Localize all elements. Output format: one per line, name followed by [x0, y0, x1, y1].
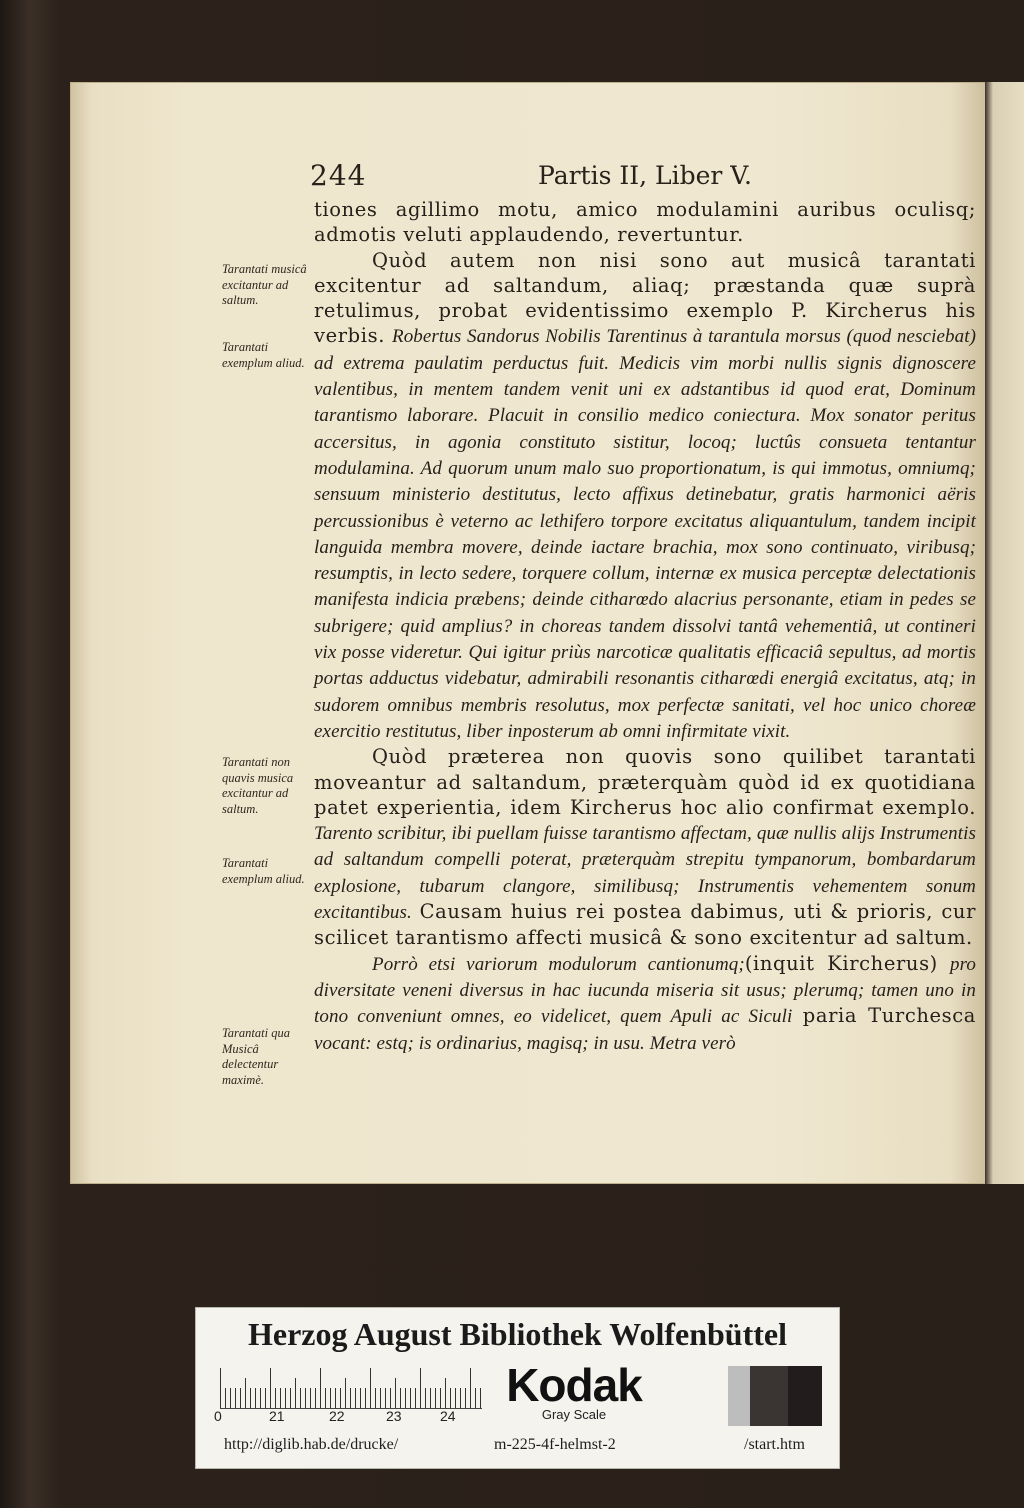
ruler-tick — [265, 1388, 266, 1408]
ruler-number: 24 — [440, 1408, 456, 1424]
ruler-number: 22 — [329, 1408, 345, 1424]
paragraph-4-roman-a: (inquit Kircherus) — [744, 951, 938, 975]
kodak-logo: Kodak — [506, 1359, 642, 1411]
ruler-tick — [315, 1388, 316, 1408]
ruler-tick — [445, 1378, 446, 1408]
ruler-tick — [405, 1388, 406, 1408]
paragraph-1: tiones agillimo motu, amico modulamini auribus oculisq; admotis veluti applaudendo, revertuntur. — [314, 198, 976, 247]
running-title: Partis II, Liber V. — [538, 161, 752, 190]
paragraph-2-quotation: Robertus Sandorus Nobilis Tarentinus à tarantula morsus (quod nesciebat) ad extrema paulatim perductus fuit. Medicis vim morbi nullis signis dignoscere valentibus, in mentem tandem venit uni ex adstantibus id quod erat, Dominum tarantismo laborare. Placuit in consilio medico coniectura. Mox sonator peritus accersitus, in agonia constituto sistitur, locoq; luctûs consueta tentantur modulamina. Ad quorum unum malo suo proportionatum, is qui immotus, omniumq; sensuum ministerio destitutus, lecto affixus detinebatur, gratis harmonici aëris percussionibus è veterno ac lethifero torpore excitatus aliquantulum, tandem incipit languida membra movere, deinde iactare brachia, mox sono continuato, viribusq; resumptis, in lecto sedere, torquere collum, internæ ex musica perceptæ delectationis manifesta indicia præbens; deinde citharœdo alacrius personante, etiam in pedes se subrigere; quid amplius? in choreas tandem dissolvi tantâ vehementiâ, ut contineri vix posse videretur. Qui igitur priùs narcoticæ qualitatis efficaciâ sepultus, ad mortis portas adductus videbatur, admirabili resonantis citharœdi energiâ excitatus, atq; in sudorem omnibus membris resolutus, mox perfectæ sanitati, vel hoc unico choreæ exercitio restitutus, liber inposterum ab omni infirmitate vixit. — [314, 326, 976, 742]
gray-patch — [728, 1366, 750, 1426]
ruler-tick — [440, 1388, 441, 1408]
ruler-tick — [395, 1378, 396, 1408]
ruler-tick — [450, 1388, 451, 1408]
ruler-tick — [330, 1388, 331, 1408]
running-head — [0, 157, 1024, 197]
ruler-tick — [425, 1388, 426, 1408]
ruler-tick — [475, 1388, 476, 1408]
ruler-tick — [430, 1388, 431, 1408]
ruler-tick — [250, 1388, 251, 1408]
ruler-number: 23 — [386, 1408, 402, 1424]
library-name: Herzog August Bibliothek Wolfenbüttel — [247, 1316, 787, 1352]
start-page: /start.htm — [744, 1436, 805, 1453]
ruler-tick — [340, 1388, 341, 1408]
gray-patch — [788, 1366, 822, 1426]
facing-page-edge — [985, 82, 1024, 1184]
ruler-tick — [295, 1378, 296, 1408]
paragraph-4-italic-a: Porrò etsi variorum modulorum cantionumq; — [372, 953, 745, 975]
ruler-tick — [240, 1388, 241, 1408]
ruler-tick — [280, 1388, 281, 1408]
ruler-tick — [410, 1388, 411, 1408]
ruler-tick — [470, 1368, 471, 1408]
main-text — [314, 197, 976, 1056]
ruler-tick — [285, 1388, 286, 1408]
ruler-tick — [235, 1388, 236, 1408]
paragraph-3-quotation: Tarento scribitur, ibi puellam fuisse tarantismo affectam, quæ nullis alijs Instrumentis ad saltandum compelli poterat, præterquàm strepitu tympanorum, bombardarum explosione, tubarum clangore, similibusq; Instrumentis vehementem sonum excitantibus. — [314, 823, 976, 924]
ruler-tick — [435, 1388, 436, 1408]
marginal-note: Tarantati exemplum aliud. — [222, 856, 305, 886]
ruler-tick — [415, 1388, 416, 1408]
paragraph-2 — [314, 248, 976, 745]
ruler-tick — [325, 1388, 326, 1408]
ruler-tick — [400, 1388, 401, 1408]
paragraph-4-italic-c: vocant: estq; is ordinarius, magisq; in usu. Metra verò — [314, 1032, 736, 1054]
paragraph-3 — [314, 744, 976, 950]
ruler-tick — [460, 1388, 461, 1408]
gray-patch — [662, 1366, 702, 1426]
ruler-tick — [375, 1388, 376, 1408]
ruler-tick — [300, 1388, 301, 1408]
ruler-tick — [360, 1388, 361, 1408]
paragraph-3-roman-a: Quòd præterea non quovis sono quilibet tarantati moveantur ad saltandum, præterquàm quòd id ex quotidiana patet experientia, idem Kircherus hoc alio confirmat exemplo. — [314, 745, 976, 819]
ruler-tick — [355, 1388, 356, 1408]
gray-scale-caption: Gray Scale — [541, 1407, 607, 1422]
library-label — [195, 1307, 840, 1469]
ruler-tick — [350, 1388, 351, 1408]
gray-patch — [702, 1366, 728, 1426]
ruler-tick — [465, 1388, 466, 1408]
ruler-tick — [335, 1388, 336, 1408]
paragraph-4-italic-b: pro diversitate veneni diversus in hac iucunda miseria sit usus; plerumq; tamen uno in tono conveniunt omnes, eo videlicet, quem Apuli ac Siculi — [314, 953, 976, 1028]
ruler-tick — [385, 1388, 386, 1408]
ruler-tick — [245, 1378, 246, 1408]
ruler-numbers — [214, 1408, 494, 1428]
marginal-note: Tarantati exemplum aliud. — [222, 340, 305, 370]
ruler-tick — [255, 1388, 256, 1408]
ruler-tick — [390, 1388, 391, 1408]
gray-patch — [750, 1366, 788, 1426]
paragraph-2-roman: Quòd autem non nisi sono aut musicâ tarantati excitentur ad saltandum, aliaq; præstanda quæ suprà retulimus, probat evidentissimo exemplo P. Kircherus his verbis. — [314, 248, 976, 348]
paragraph-4-roman-b: paria Turchesca — [802, 1004, 976, 1028]
ruler-tick — [420, 1368, 421, 1408]
ruler-tick — [290, 1388, 291, 1408]
gray-scale-patches — [662, 1366, 822, 1426]
ruler-tick — [260, 1388, 261, 1408]
ruler-tick — [310, 1388, 311, 1408]
marginal-note: Tarantati musicâ excitantur ad saltum. — [222, 262, 307, 307]
paragraph-3-roman-b: Causam huius rei postea dabimus, uti & prioris, cur scilicet tarantismo affecti musicâ & sono excitentur ad saltum. — [314, 900, 976, 950]
ruler-tick — [380, 1388, 381, 1408]
ruler-tick — [480, 1388, 481, 1408]
ruler-tick — [225, 1388, 226, 1408]
ruler-tick — [270, 1368, 271, 1408]
ruler-tick — [230, 1388, 231, 1408]
paragraph-4 — [314, 951, 976, 1056]
ruler-tick — [345, 1378, 346, 1408]
ruler-tick — [370, 1368, 371, 1408]
ruler-tick — [320, 1368, 321, 1408]
source-url: http://diglib.hab.de/drucke/ — [224, 1436, 399, 1453]
ruler-number: 0 — [214, 1408, 222, 1424]
marginal-note: Tarantati qua Musicâ delectentur maximè. — [222, 1026, 290, 1087]
page-number: 244 — [310, 159, 367, 192]
ruler-tick — [275, 1388, 276, 1408]
ruler-tick — [220, 1368, 221, 1408]
marginal-note: Tarantati non quavis musica excitantur ad saltum. — [222, 755, 294, 816]
ruler-scale — [220, 1366, 482, 1409]
ruler-number: 21 — [269, 1408, 285, 1424]
ruler-tick — [365, 1388, 366, 1408]
shelfmark: m-225-4f-helmst-2 — [494, 1436, 616, 1453]
ruler-tick — [455, 1388, 456, 1408]
ruler-tick — [305, 1388, 306, 1408]
